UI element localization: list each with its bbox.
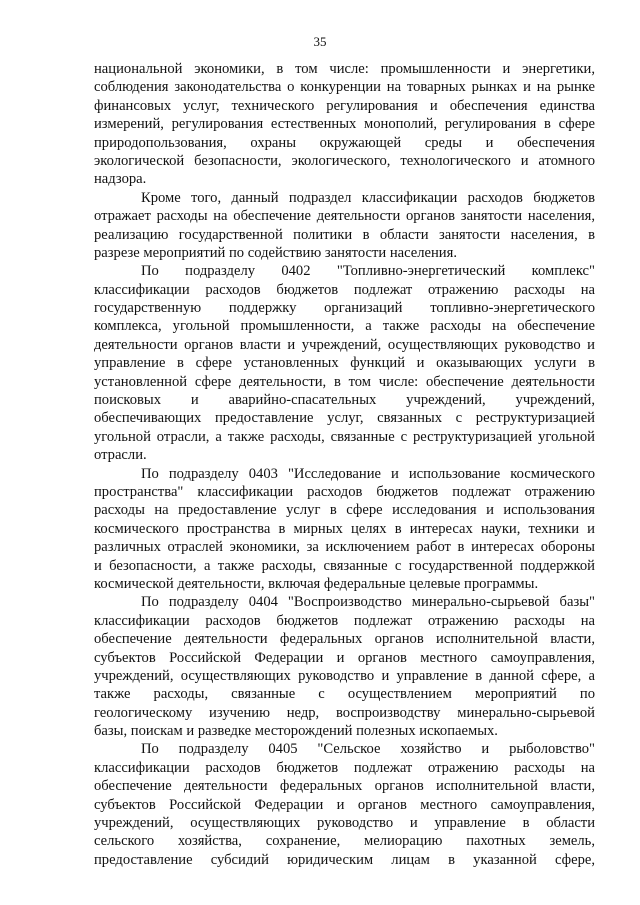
text-line: реализацию государственной политики в области занятости населения, в [94, 226, 595, 243]
text-line: По подразделу 0404 "Воспроизводство минерально-сырьевой базы" [141, 594, 595, 611]
text-line: Кроме того, данный подраздел классификации расходов бюджетов [141, 189, 595, 206]
text-line: космического пространства в мирных целях в интересах науки, техники и [94, 520, 595, 537]
text-line: базы, поискам и разведке месторождений полезных ископаемых. [94, 723, 498, 740]
text-line: По подразделу 0405 "Сельское хозяйство и рыболовство" [141, 741, 595, 758]
text-line: субъектов Российской Федерации и органов местного самоуправления, [94, 796, 595, 813]
text-line: государственную поддержку организаций топливно-энергетического [94, 300, 595, 317]
text-line: классификации расходов бюджетов подлежат отражению расходы на [94, 759, 595, 776]
text-line: деятельности органов власти и учреждений, осуществляющих руководство и [94, 336, 595, 353]
text-line: надзора. [94, 171, 147, 188]
paragraph [94, 593, 595, 740]
text-line: классификации расходов бюджетов подлежат отражению расходы на [94, 281, 595, 298]
text-line: геологическому изучению недр, воспроизводству минерально-сырьевой [94, 704, 595, 721]
text-line: пространства" классификации расходов бюджетов подлежат отражению [94, 483, 595, 500]
text-line: учреждений, осуществляющих руководство и управление в области [94, 815, 595, 832]
text-line: классификации расходов бюджетов подлежат отражению расходы на [94, 612, 595, 629]
text-line: угольной отрасли, а также расходы, связанные с реструктуризацией угольной [94, 428, 595, 445]
text-line: различных отраслей экономики, за исключением работ в интересах обороны [94, 539, 595, 556]
text-line: финансовых услуг, технического регулирования и обеспечения единства [94, 97, 595, 114]
text-line: По подразделу 0402 "Топливно-энергетический комплекс" [141, 263, 595, 280]
text-line: установленной сфере деятельности, в том числе: обеспечение деятельности [94, 373, 595, 390]
paragraph [94, 465, 595, 594]
page-number: 35 [313, 34, 327, 49]
text-line: экологической безопасности, экологического, технологического и атомного [94, 152, 595, 169]
paragraph [94, 189, 595, 263]
text-line: соблюдения законодательства о конкуренции на товарных рынках и на рынке [94, 79, 595, 96]
text-line: космической деятельности, включая федеральные целевые программы. [94, 575, 539, 592]
text-line: комплекса, угольной промышленности, а также расходы на обеспечение [94, 318, 595, 335]
paragraph [94, 262, 595, 464]
text-line: разрезе мероприятий по содействию занятости населения. [94, 244, 457, 261]
text-line: также расходы, связанные с осуществлением мероприятий по [94, 686, 595, 703]
text-line: измерений, регулирования естественных монополий, регулирования в сфере [94, 116, 595, 133]
text-line: управление в сфере установленных функций и оказывающих услуги в [94, 355, 595, 372]
text-line: отрасли. [94, 447, 147, 464]
text-line: сельского хозяйства, сохранение, мелиорацию пахотных земель, [94, 833, 595, 850]
paragraph [94, 740, 595, 869]
text-line: поисковых и аварийно-спасательных учреждений, учреждений, [94, 392, 595, 409]
text-line: предоставление субсидий юридическим лицам в указанной сфере, [94, 851, 595, 868]
text-line: обеспечение деятельности федеральных органов исполнительной власти, [94, 631, 595, 648]
text-line: учреждений, осуществляющих руководство и управление в данной сфере, а [94, 667, 595, 684]
text-line: обеспечение деятельности федеральных органов исполнительной власти, [94, 778, 595, 795]
text-line: По подразделу 0403 "Исследование и использование космического [141, 465, 595, 482]
text-line: природопользования, охраны окружающей среды и обеспечения [94, 134, 595, 151]
text-line: обеспечивающих предоставление услуг, связанных с реструктуризацией [94, 410, 595, 427]
text-line: субъектов Российской Федерации и органов местного самоуправления, [94, 649, 595, 666]
text-line: расходы на предоставление услуг в сфере исследования и использования [94, 502, 595, 519]
body-text [94, 60, 595, 869]
text-line: национальной экономики, в том числе: промышленности и энергетики, [94, 61, 595, 77]
text-line: отражает расходы на обеспечение деятельности органов занятости населения, [94, 208, 595, 225]
text-line: и безопасности, а также расходы, связанные с государственной поддержкой [94, 557, 595, 574]
paragraph [94, 60, 595, 189]
